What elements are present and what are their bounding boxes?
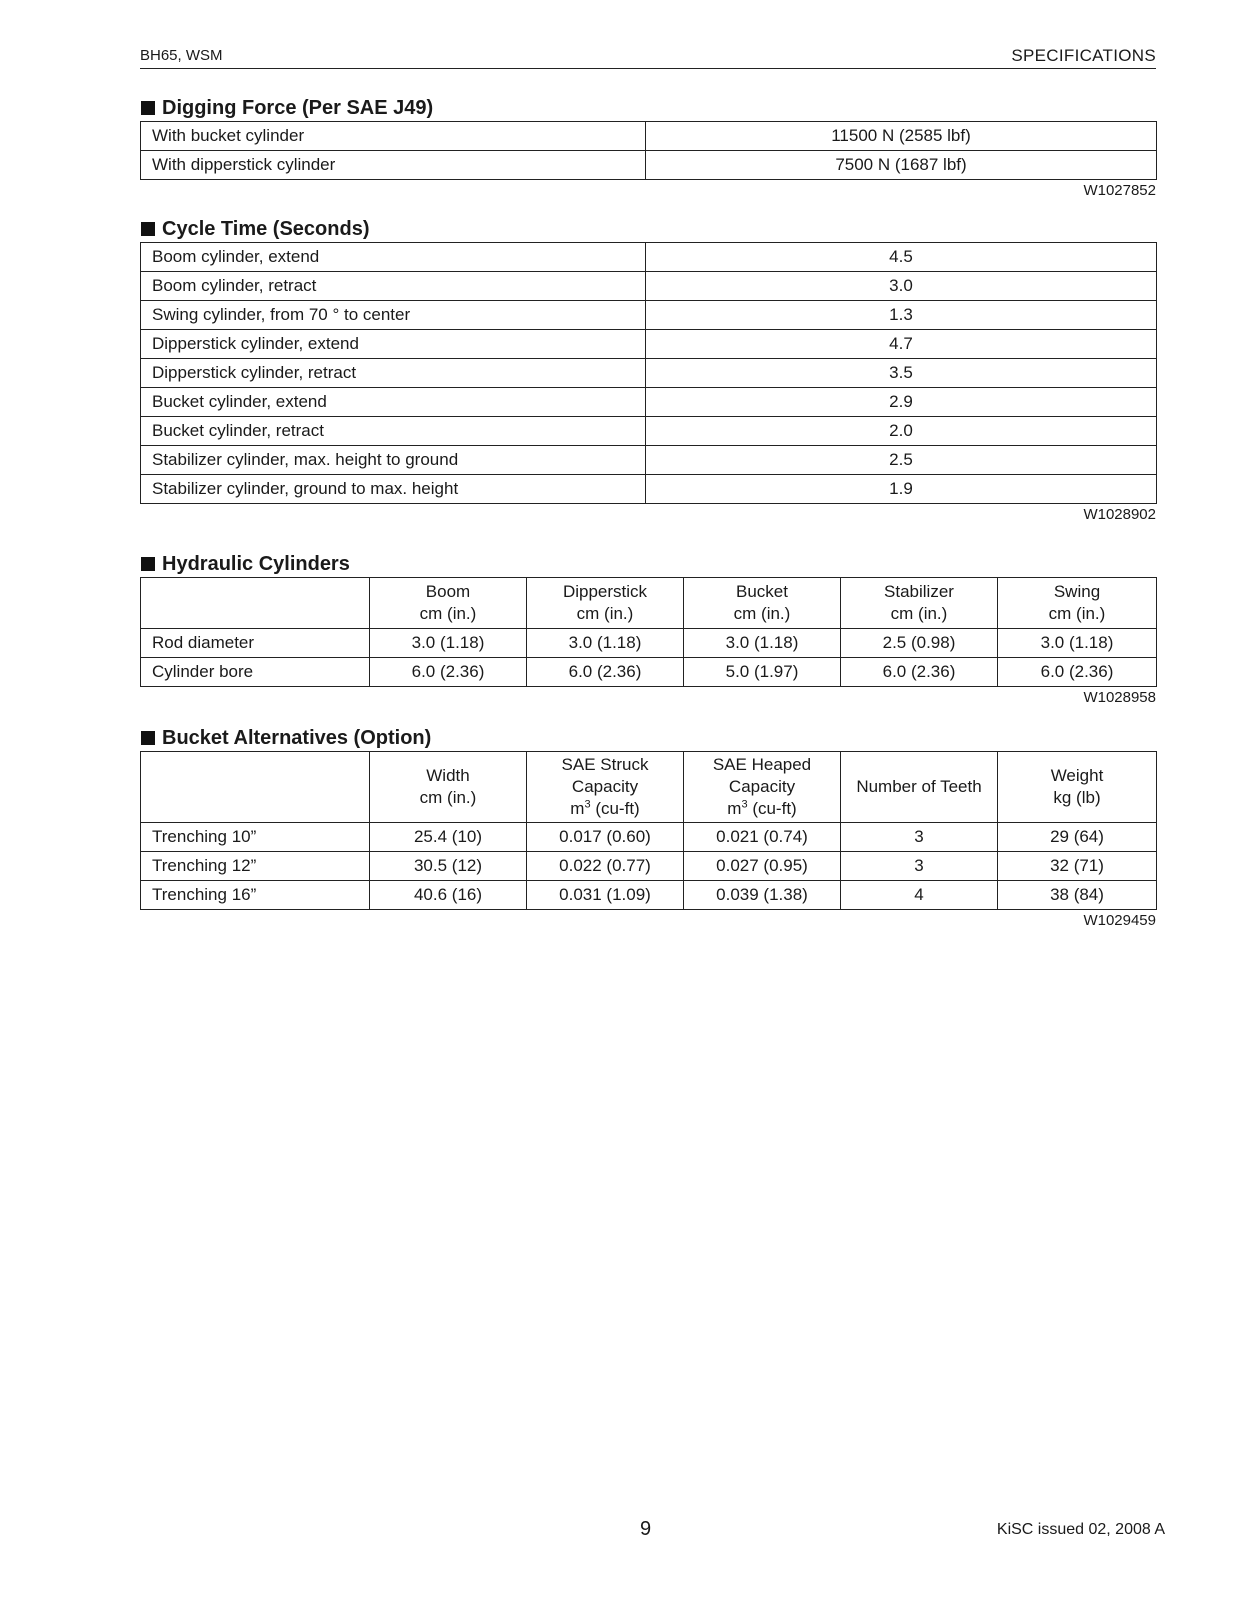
hydraulic-cylinders-table	[140, 577, 1157, 687]
cycle-time-title: Cycle Time (Seconds)	[140, 216, 1156, 242]
table-row: Rod diameter 3.0 (1.18) 3.0 (1.18) 3.0 (1.18) 2.5 (0.98) 3.0 (1.18)	[141, 629, 1157, 658]
table-row: With bucket cylinder 11500 N (2585 lbf)	[141, 122, 1157, 151]
table-row: Stabilizer cylinder, max. height to ground 2.5	[141, 446, 1157, 475]
column-header-bucket: Bucket cm (in.)	[684, 578, 841, 629]
table-row: Boom cylinder, retract 3.0	[141, 272, 1157, 301]
reference-code: W1028958	[1083, 689, 1156, 706]
bucket-alternatives-section	[140, 725, 1156, 931]
column-header-boom: Boom cm (in.)	[370, 578, 527, 629]
square-bullet-icon	[141, 101, 155, 115]
page-number: 9	[640, 1518, 652, 1540]
column-header-sae-struck-capacity: SAE Struck Capacity $m^3$ (cu-ft)	[527, 752, 684, 823]
column-header-weight: Weight kg (lb)	[998, 752, 1157, 823]
table-row: With dipperstick cylinder 7500 N (1687 lbf)	[141, 151, 1157, 180]
cycle-time-section	[140, 216, 1156, 525]
reference-code: W1028902	[1083, 506, 1156, 523]
column-header-stabilizer: Stabilizer cm (in.)	[841, 578, 998, 629]
table-row: Dipperstick cylinder, retract 3.5	[141, 359, 1157, 388]
hydraulic-cylinders-section	[140, 551, 1156, 708]
table-header-row	[141, 752, 1157, 823]
column-header-swing: Swing cm (in.)	[998, 578, 1157, 629]
table-row: Bucket cylinder, extend 2.9	[141, 388, 1157, 417]
table-row: Bucket cylinder, retract 2.0	[141, 417, 1157, 446]
table-row: Boom cylinder, extend 4.5	[141, 243, 1157, 272]
column-header-width: Width cm (in.)	[370, 752, 527, 823]
column-header-sae-heaped-capacity: SAE Heaped Capacity $m^3$ (cu-ft)	[684, 752, 841, 823]
issue-info: KiSC issued 02, 2008 A	[996, 1521, 1165, 1538]
square-bullet-icon	[141, 731, 155, 745]
column-header-dipperstick: Dipperstick cm (in.)	[527, 578, 684, 629]
square-bullet-icon	[141, 557, 155, 571]
digging-force-table	[140, 121, 1157, 180]
square-bullet-icon	[141, 222, 155, 236]
section-heading: SPECIFICATIONS	[1011, 46, 1156, 65]
bucket-alternatives-table	[140, 751, 1157, 910]
digging-force-title: Digging Force (Per SAE J49)	[140, 95, 1156, 121]
table-row: Trenching 12” 30.5 (12) 0.022 (0.77) 0.027 (0.95) 3 32 (71)	[141, 852, 1157, 881]
bucket-alternatives-title: Bucket Alternatives (Option)	[140, 725, 1156, 751]
cycle-time-table	[140, 242, 1157, 504]
table-header-row	[141, 578, 1157, 629]
table-row: Cylinder bore 6.0 (2.36) 6.0 (2.36) 5.0 (1.97) 6.0 (2.36) 6.0 (2.36)	[141, 658, 1157, 687]
table-row: Stabilizer cylinder, ground to max. height 1.9	[141, 475, 1157, 504]
reference-code: W1027852	[1083, 182, 1156, 199]
table-row: Dipperstick cylinder, extend 4.7	[141, 330, 1157, 359]
table-row: Swing cylinder, from 70 ° to center 1.3	[141, 301, 1157, 330]
digging-force-section	[140, 95, 1156, 201]
reference-code: W1029459	[1083, 912, 1156, 929]
page-header	[140, 44, 1156, 69]
column-header-number-of-teeth: Number of Teeth	[841, 752, 998, 823]
document-id: BH65, WSM	[140, 47, 223, 64]
hydraulic-cylinders-title: Hydraulic Cylinders	[140, 551, 1156, 577]
table-row: Trenching 16” 40.6 (16) 0.031 (1.09) 0.039 (1.38) 4 38 (84)	[141, 881, 1157, 910]
table-row: Trenching 10” 25.4 (10) 0.017 (0.60) 0.021 (0.74) 3 29 (64)	[141, 823, 1157, 852]
